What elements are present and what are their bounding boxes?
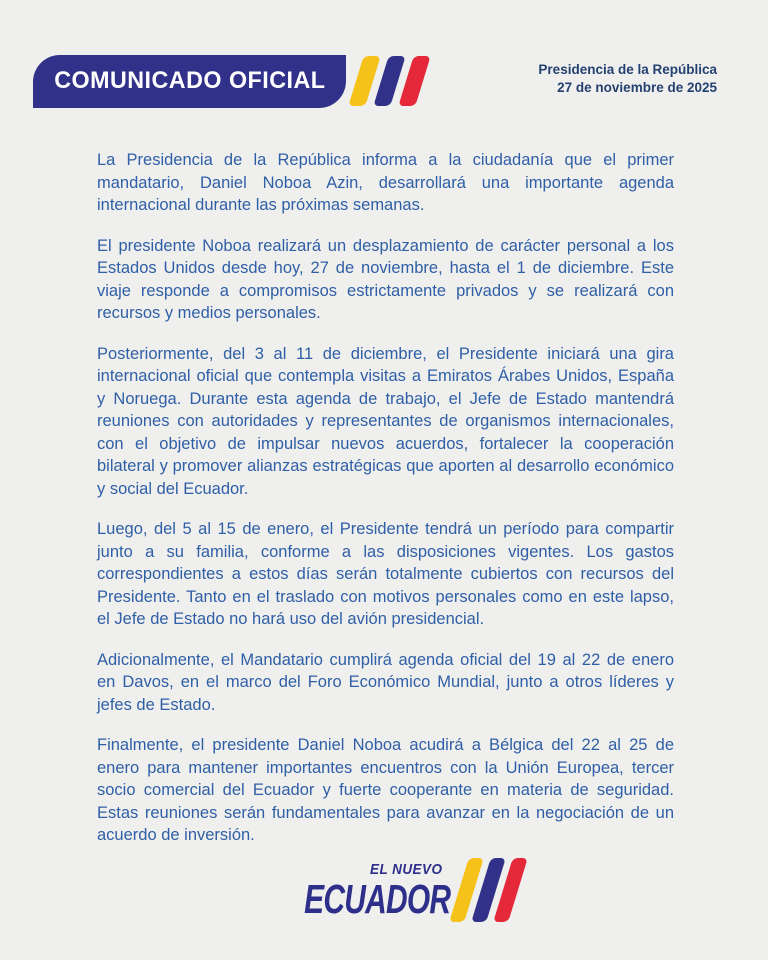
paragraph-4: Luego, del 5 al 15 de enero, el Presidente tendrá un período para compartir junto a su familia, conforme a las disposiciones vigentes. Los gastos correspondientes a estos días serán totalmente cubiertos con recursos del Presidente. Tanto en el traslado con motivos personales como en este lapso, el Jefe de Estado no hará uso del avión presidencial.	[97, 520, 674, 628]
letterhead	[538, 61, 717, 97]
paragraph-1: La Presidencia de la República informa a la ciudadanía que el primer mandatario, Daniel Noboa Azin, desarrollará una importante agenda internacional durante las próximas semanas.	[97, 151, 674, 214]
flag-stripes-icon	[459, 858, 518, 922]
document-date: 27 de noviembre de 2025	[557, 80, 717, 95]
paragraph-5: Adicionalmente, el Mandatario cumplirá agenda oficial del 19 al 22 de enero en Davos, en el marco del Foro Económico Mundial, junto a otros líderes y jefes de Estado.	[97, 650, 674, 714]
logo-country-name: ECUADOR	[304, 876, 451, 922]
el-nuevo-ecuador-logo	[0, 858, 768, 922]
logo-wordmark	[250, 861, 451, 922]
paragraph-2: El presidente Noboa realizará un desplazamiento de carácter personal a los Estados Unidos desde hoy, 27 de noviembre, hasta el 1 de diciembre. Este viaje responde a compromisos estrictamente privados y se realizará con recursos y medios personales.	[97, 236, 674, 322]
communique-body	[97, 149, 674, 865]
paragraph-3: Posteriormente, del 3 al 11 de diciembre, el Presidente iniciará una gira internacional oficial que contempla visitas a Emiratos Árabes Unidos, España y Noruega. Durante esta agenda de trabajo, el Jefe de Estado mantendrá reuniones con autoridades y representantes de organismos internacionales, con el objetivo de impulsar nuevos acuerdos, fortalecer la cooperación bilateral y promover alianzas estratégicas que aporten al desarrollo económico y social del Ecuador.	[97, 344, 674, 498]
logo-tagline: EL NUEVO	[370, 861, 443, 878]
banner-title: COMUNICADO OFICIAL	[53, 66, 326, 94]
paragraph-6: Finalmente, el presidente Daniel Noboa acudirá a Bélgica del 22 al 25 de enero para mantener importantes encuentros con la Unión Europea, tercer socio comercial del Ecuador y fuerte cooperante en materia de seguridad. Estas reuniones serán fundamentales para avanzar en la negociación de un acuerdo de inversión.	[97, 736, 674, 844]
official-statement-banner	[33, 55, 346, 108]
flag-stripes-icon	[356, 56, 423, 106]
org-name: Presidencia de la República	[538, 62, 717, 77]
